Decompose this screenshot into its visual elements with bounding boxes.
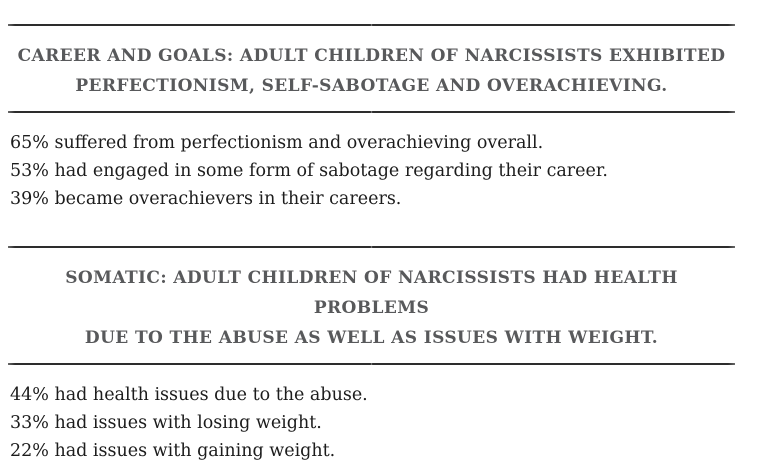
stat-line: 33% had issues with losing weight. — [10, 413, 322, 433]
section-heading-somatic — [8, 263, 735, 353]
stat-line: 39% became overachievers in their careers. — [10, 189, 402, 209]
heading-line: DUE TO THE ABUSE AS WELL AS ISSUES WITH WEIGHT. — [84, 328, 659, 348]
section-divider — [8, 111, 735, 113]
section-divider — [8, 246, 735, 248]
heading-line: PERFECTIONISM, SELF-SABOTAGE AND OVERACHIEVING. — [75, 76, 668, 96]
document — [8, 0, 735, 465]
section-heading-career-goals — [8, 41, 735, 101]
stat-line: 22% had issues with gaining weight. — [10, 441, 336, 461]
stat-list-career-goals — [8, 129, 735, 213]
stat-line: 53% had engaged in some form of sabotage regarding their career. — [10, 161, 608, 181]
section-divider — [8, 363, 735, 365]
stat-list-somatic — [8, 381, 735, 465]
heading-line: CAREER AND GOALS: ADULT CHILDREN OF NARCISSISTS EXHIBITED — [17, 46, 726, 66]
heading-line: SOMATIC: ADULT CHILDREN OF NARCISSISTS HAD HEALTH PROBLEMS — [65, 268, 678, 318]
stat-line: 65% suffered from perfectionism and overachieving overall. — [10, 133, 544, 153]
section-divider — [8, 24, 735, 26]
stat-line: 44% had health issues due to the abuse. — [10, 385, 368, 405]
